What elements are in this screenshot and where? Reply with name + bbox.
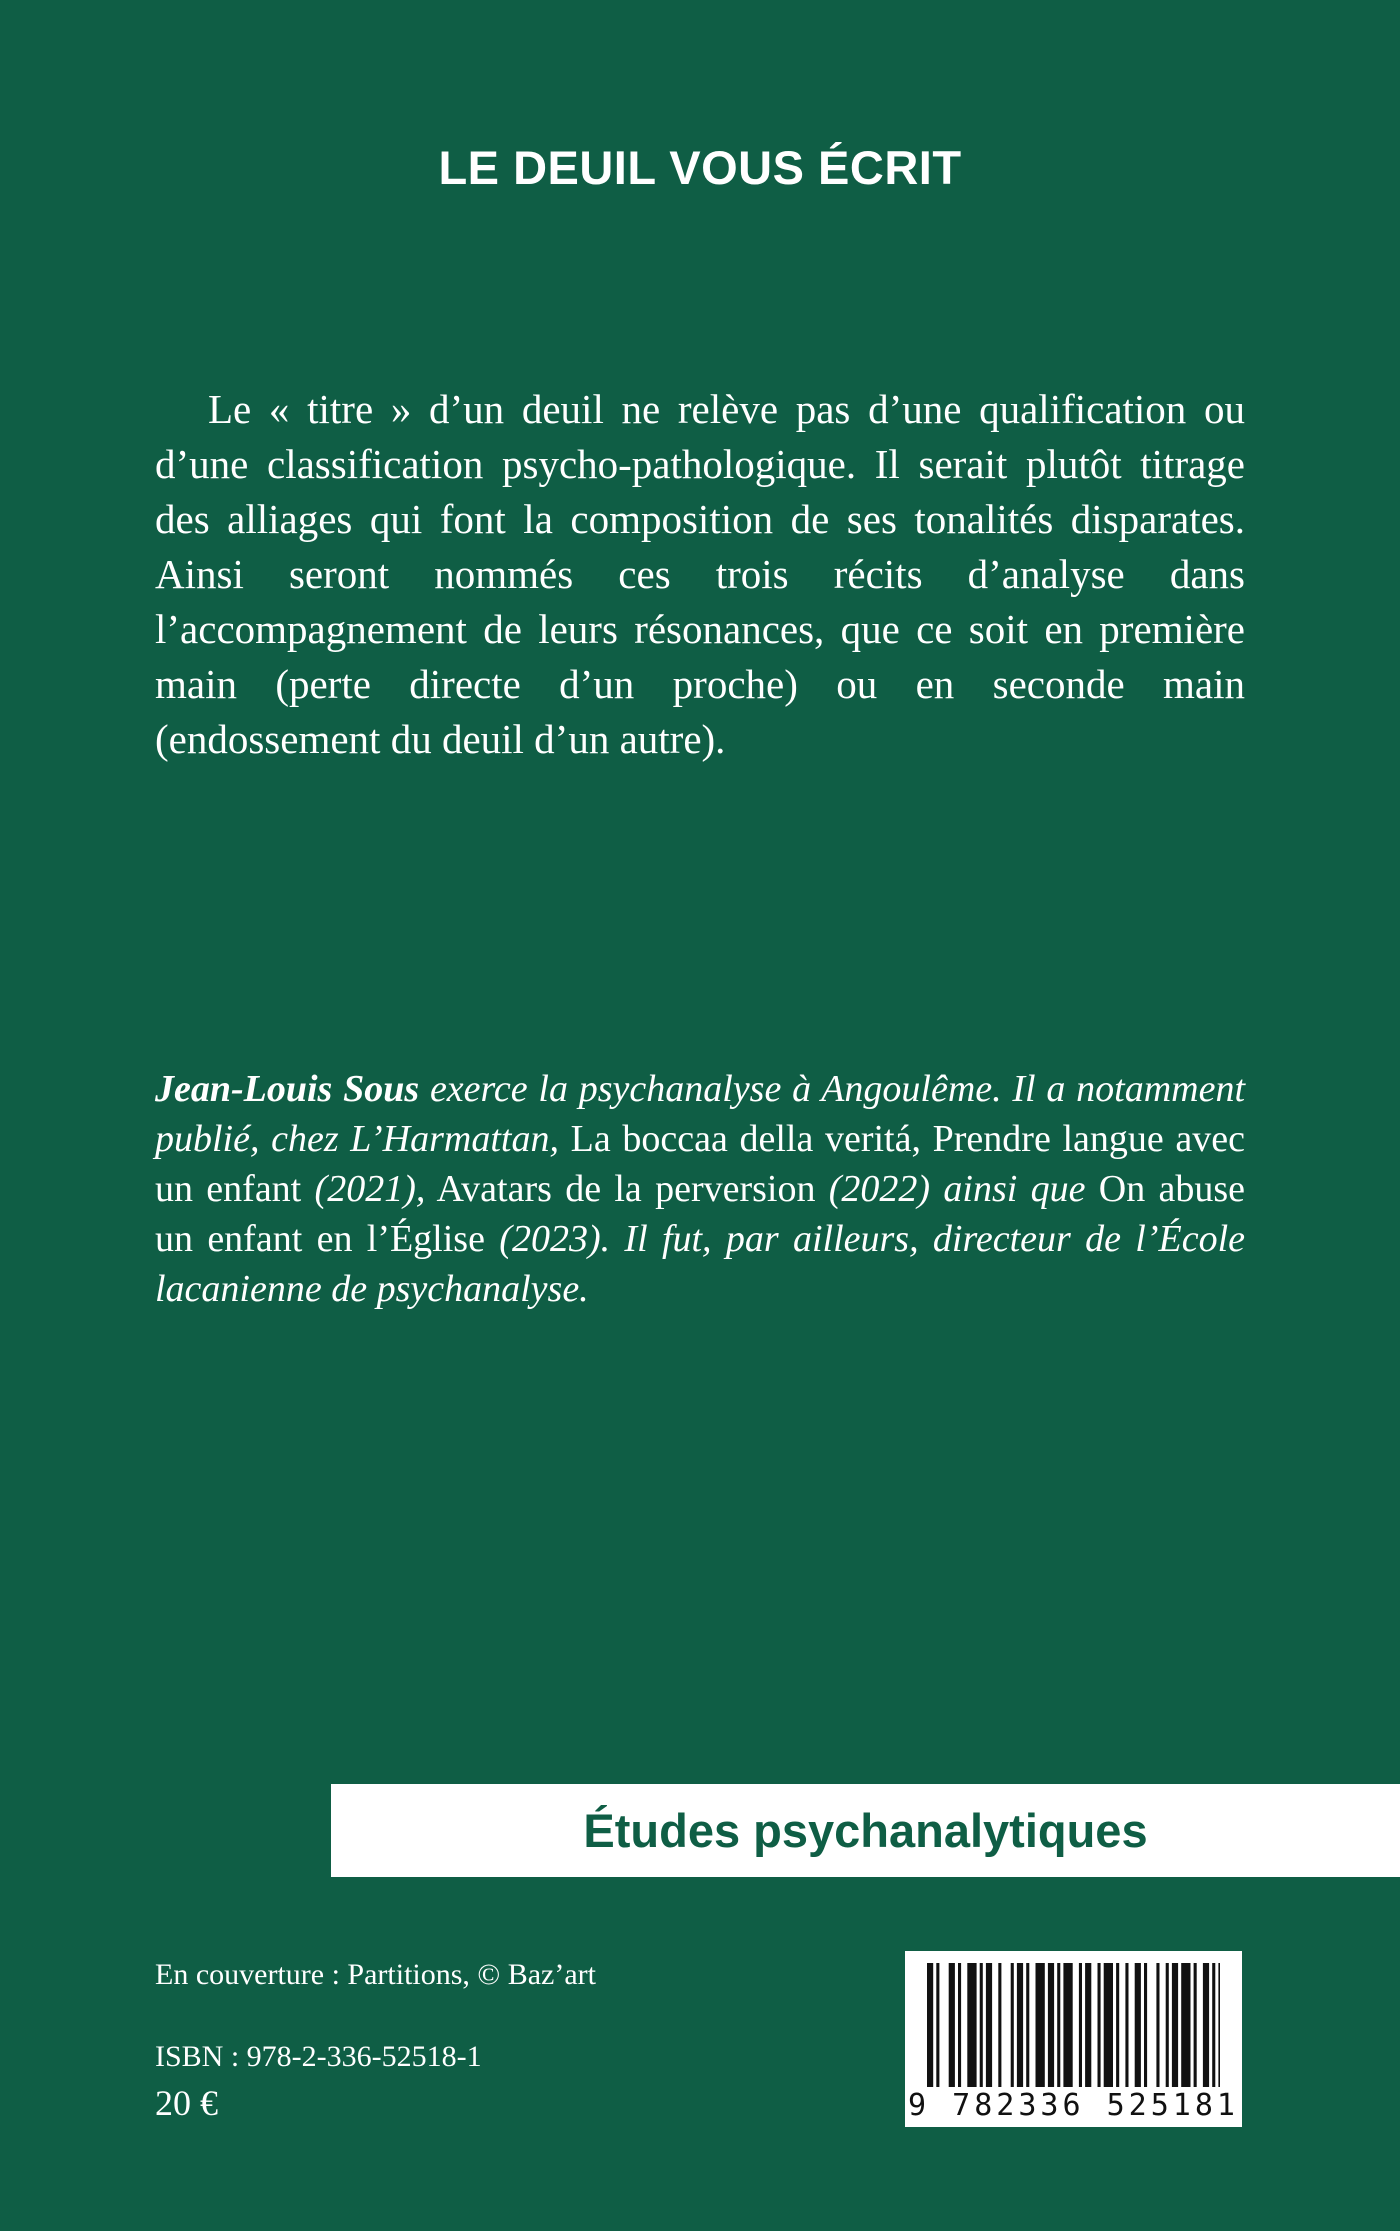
barcode-bar bbox=[1194, 1963, 1197, 2087]
barcode-bar bbox=[1144, 1963, 1147, 2087]
barcode-bar bbox=[949, 1963, 955, 2087]
barcode-bar bbox=[1116, 1963, 1119, 2087]
author-name: Jean-Louis Sous bbox=[155, 1068, 420, 1110]
barcode-bar bbox=[986, 1963, 992, 2087]
bio-text-4: (2023). Il fut, par ailleurs, directeur de l’École lacanienne de psychanalyse. bbox=[155, 1218, 1246, 1310]
bio-book-title-3: On abuse un enfant en l’Église bbox=[155, 1168, 1246, 1260]
barcode-bar bbox=[1218, 1963, 1220, 2087]
barcode-bar bbox=[1011, 1963, 1014, 2087]
barcode-bar bbox=[936, 1963, 939, 2087]
series-banner: Études psychanalytiques bbox=[331, 1784, 1400, 1877]
barcode-bar bbox=[1135, 1963, 1141, 2087]
barcode-bar bbox=[1026, 1963, 1029, 2087]
barcode-bar bbox=[1085, 1963, 1091, 2087]
isbn: ISBN : 978-2-336-52518-1 bbox=[155, 2040, 482, 2073]
barcode-bar bbox=[1036, 1963, 1045, 2087]
barcode-bar bbox=[1156, 1963, 1159, 2087]
barcode-bars bbox=[905, 1951, 1242, 2091]
barcode-bar bbox=[1125, 1963, 1128, 2087]
barcode-digits: 9 782336 525181 bbox=[908, 2088, 1239, 2123]
bio-book-title-1: La boccaa della veritá, Prendre langue avec un enfant bbox=[155, 1118, 1245, 1210]
barcode-bar bbox=[1172, 1963, 1178, 2087]
barcode-bar bbox=[1104, 1963, 1113, 2087]
barcode-bar bbox=[1098, 1963, 1101, 2087]
barcode-bar bbox=[1166, 1963, 1169, 2087]
bio-text-3: (2022) ainsi que bbox=[815, 1168, 1086, 1210]
barcode-bar bbox=[967, 1963, 976, 2087]
cover-credit: En couverture : Partitions, © Baz’art bbox=[155, 1958, 596, 1991]
barcode-bar bbox=[1057, 1963, 1060, 2087]
barcode-bar bbox=[927, 1963, 933, 2087]
bio-text-2: (2021), bbox=[301, 1168, 426, 1210]
author-bio bbox=[155, 1064, 1245, 1314]
barcode bbox=[905, 1951, 1242, 2127]
barcode-bar bbox=[1079, 1963, 1082, 2087]
bio-text-1: exerce la psychanalyse à Angoulême. Il a notamment publié, chez L’Harmattan, bbox=[155, 1068, 1245, 1160]
barcode-bar bbox=[1212, 1963, 1215, 2087]
barcode-bar bbox=[980, 1963, 983, 2087]
barcode-bar bbox=[1181, 1963, 1190, 2087]
bio-book-title-2: Avatars de la perversion bbox=[425, 1168, 816, 1210]
barcode-bar bbox=[998, 1963, 1001, 2087]
barcode-bar bbox=[1203, 1963, 1209, 2087]
barcode-bar bbox=[1048, 1963, 1054, 2087]
book-title: LE DEUIL VOUS ÉCRIT bbox=[438, 141, 962, 194]
barcode-bar bbox=[1063, 1963, 1072, 2087]
barcode-bar bbox=[958, 1963, 961, 2087]
barcode-bar bbox=[1017, 1963, 1023, 2087]
price: 20 € bbox=[155, 2083, 218, 2123]
back-cover-blurb: Le « titre » d’un deuil ne relève pas d’une qualification ou d’une classification psycho-pathologique. Il serait plutôt titrage des alliages qui font la composition de ses tonalités disparates. Ainsi seront nommés ces trois récits d’analyse dans l’accompagnement de leurs résonances, que ce soit en première main (perte directe d’un proche) ou en seconde main (endossement du deuil d’un autre). bbox=[155, 386, 1245, 762]
